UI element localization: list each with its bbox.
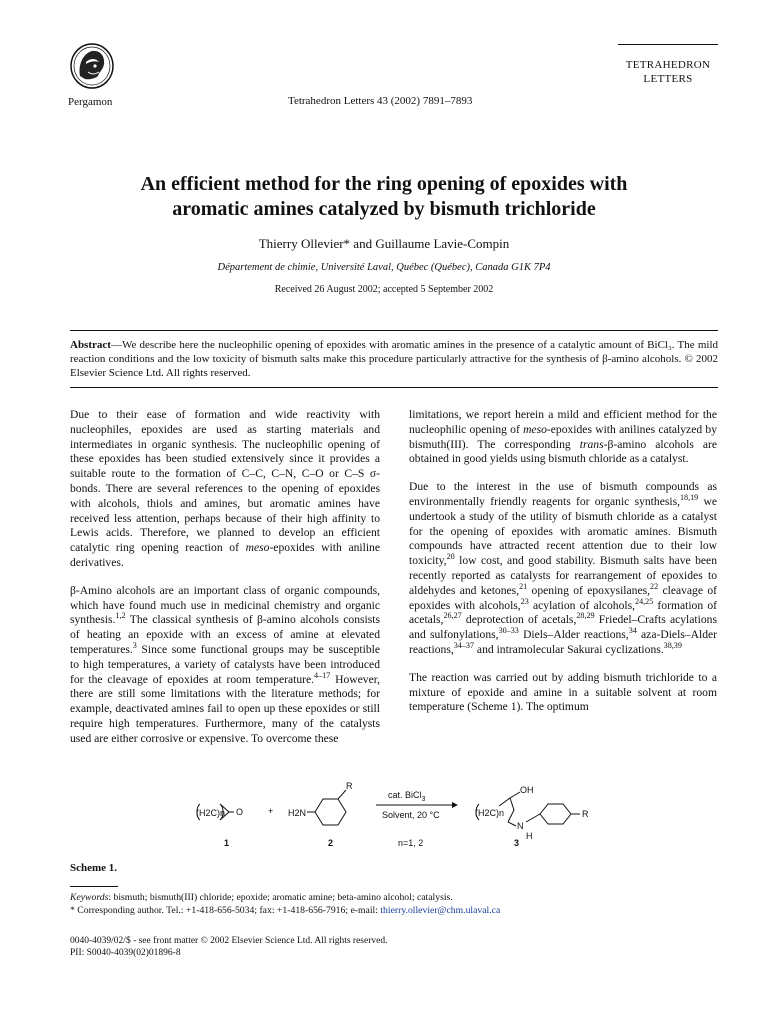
keywords-text: : bismuth; bismuth(III) chloride; epoxide; aromatic amine; beta-amino alcohol; catalysis.	[108, 892, 453, 903]
pii: PII: S0040-4039(02)01896-8	[70, 948, 181, 958]
email-link[interactable]: thierry.ollevier@chm.ulaval.ca	[380, 904, 501, 916]
paragraph: Due to their ease of formation and wide reactivity with nucleophiles, epoxides are used as starting materials and intermediates in organic synthesis. The nucleophilic opening of these epoxides has been studied extensively since it provides a suitable route to the formation of C–C, C–N, C–O or C–S σ-bonds. There are several references to the opening of epoxides with alcohols, thiols and amines, but aromatic amines have received less attention, perhaps because of their high affinity to Lewis acids. Therefore, we planned to develop an efficient catalytic ring opening reaction of meso-epoxides with aniline derivatives.	[70, 408, 380, 569]
publisher-name: Pergamon	[68, 96, 113, 108]
copyright-line1: 0040-4039/02/$ - see front matter © 2002 Elsevier Science Ltd. All rights reserved.	[70, 936, 388, 946]
affiliation: Département de chimie, Université Laval, Québec (Québec), Canada G1K 7P4	[217, 262, 551, 273]
publisher-logo	[68, 42, 116, 92]
compound-3-oh: OH	[520, 785, 534, 795]
abstract	[70, 338, 718, 380]
paragraph: Due to the interest in the use of bismuth compounds as environmentally friendly reagents for organic synthesis,$^{18,19}$ we undertook a study of the utility of bismuth chloride as a catalyst for the opening of epoxides with aromatic amines. Bismuth compounds have attracted recent attention due to their low toxicity,$^{20}$ low cost, and good stability. Bismuth salts have been recently reported as catalysts for rearrangement of epoxides to aldehydes and ketones,$^{21}$ opening of epoxysilanes,$^{22}$ cleavage of epoxides with alcohols,$^{23}$ acylation of alcohols,$^{24,25}$ formation of acetals,$^{26,27}$ deprotection of acetals,$^{28,29}$ Friedel–Crafts acylations and sulfonylations,$^{30-33}$ Diels–Alder reactions,$^{34}$ aza-Diels–Alder reactions,$^{34-37}$ and intramolecular Sakurai cyclizations.$^{38,39}$	[409, 480, 717, 656]
scheme-caption: Scheme 1.	[70, 862, 118, 874]
paragraph: The reaction was carried out by adding bismuth trichloride to a mixture of epoxide and amine in a suitable solvent at room temperature (Scheme 1). The optimum	[409, 670, 717, 714]
journal-title	[614, 58, 722, 86]
compound-3-r-group: R	[582, 809, 589, 819]
compound-1-oxygen: O	[236, 807, 244, 817]
abstract-label: Abstract	[70, 339, 111, 351]
compound-3-h: H	[526, 831, 533, 841]
journal-title-line2: LETTERS	[643, 73, 693, 85]
compound-1-ring: (H2C)n	[196, 808, 226, 818]
body-left-column	[70, 408, 380, 760]
compound-3-n: N	[517, 821, 524, 831]
journal-title-rule	[618, 44, 718, 45]
plus-sign: +	[268, 806, 274, 816]
footnote-rule	[70, 886, 118, 887]
arrow-head	[452, 802, 458, 808]
article-title	[40, 172, 728, 222]
compound-2-amine: H2N	[288, 808, 307, 818]
compound-2-label: 2	[328, 838, 334, 848]
compound-1-label: 1	[224, 838, 230, 848]
body-right-column	[409, 408, 717, 728]
reagent-bottom: Solvent, 20 °C	[382, 810, 440, 820]
paragraph: β-Amino alcohols are an important class of organic compounds, which have found much use in medicinal chemistry and organic synthesis.$^{1,2}$ The classical synthesis of β-amino alcohols consists of heating an epoxide with an excess of amine at elevated temperatures.$^3$ Since some functional groups may be susceptible to high temperatures, a variety of catalysts have been introduced for the cleavage of epoxides at room temperature.$^{4-17}$ However, there are still some limitations with the literature methods; for example, deactivated amines fail to open up these epoxides or still require high temperatures. Furthermore, many of the catalysts used are either corrosive or expensive. To overcome these	[70, 583, 381, 745]
abstract-bottom-rule	[70, 387, 718, 388]
compound-2-r-group: R	[346, 782, 353, 791]
paragraph: limitations, we report herein a mild and efficient method for the nucleophilic opening of meso-epoxides with anilines catalyzed by bismuth(III). The corresponding trans-β-amino alcohols are obtained in good yields using bismuth chloride as a catalyst.	[409, 408, 718, 466]
article-title-line2: aromatic amines catalyzed by bismuth trichloride	[172, 198, 596, 220]
compound-3-ring: (H2C)n	[475, 808, 505, 818]
scheme-1	[180, 782, 610, 854]
compound-3-label: 3	[514, 838, 520, 848]
journal-citation: Tetrahedron Letters 43 (2002) 7891–7893	[288, 95, 473, 107]
footnotes	[70, 892, 720, 917]
keywords	[70, 892, 720, 905]
journal-title-line1: TETRAHEDRON	[625, 59, 711, 71]
copyright-block	[70, 935, 720, 959]
abstract-top-rule	[70, 330, 718, 331]
n-values: n=1, 2	[398, 838, 424, 848]
authors: Thierry Ollevier* and Guillaume Lavie-Compin	[258, 236, 510, 251]
article-title-line1: An efficient method for the ring opening of epoxides with	[140, 173, 628, 195]
corresponding-author: * Corresponding author. Tel.: +1-418-656-5034; fax: +1-418-656-7916; e-mail: thierry.ollevier@chm.ulaval.ca	[70, 904, 501, 916]
received-dates: Received 26 August 2002; accepted 5 September 2002	[274, 284, 494, 295]
reagent-top: cat. BiCl$_3$	[388, 790, 426, 803]
compound-2-ring	[307, 790, 346, 825]
abstract-text: —We describe here the nucleophilic opening of epoxides with aromatic amines in the presence of a catalytic amount of BiCl₃. The mild reaction conditions and the low toxicity of bismuth salts make this procedure particularly attractive for the synthesis of β-amino alcohols. © 2002 Elsevier Science Ltd. All rights reserved.	[70, 339, 718, 379]
keywords-label: Keywords	[70, 892, 109, 903]
